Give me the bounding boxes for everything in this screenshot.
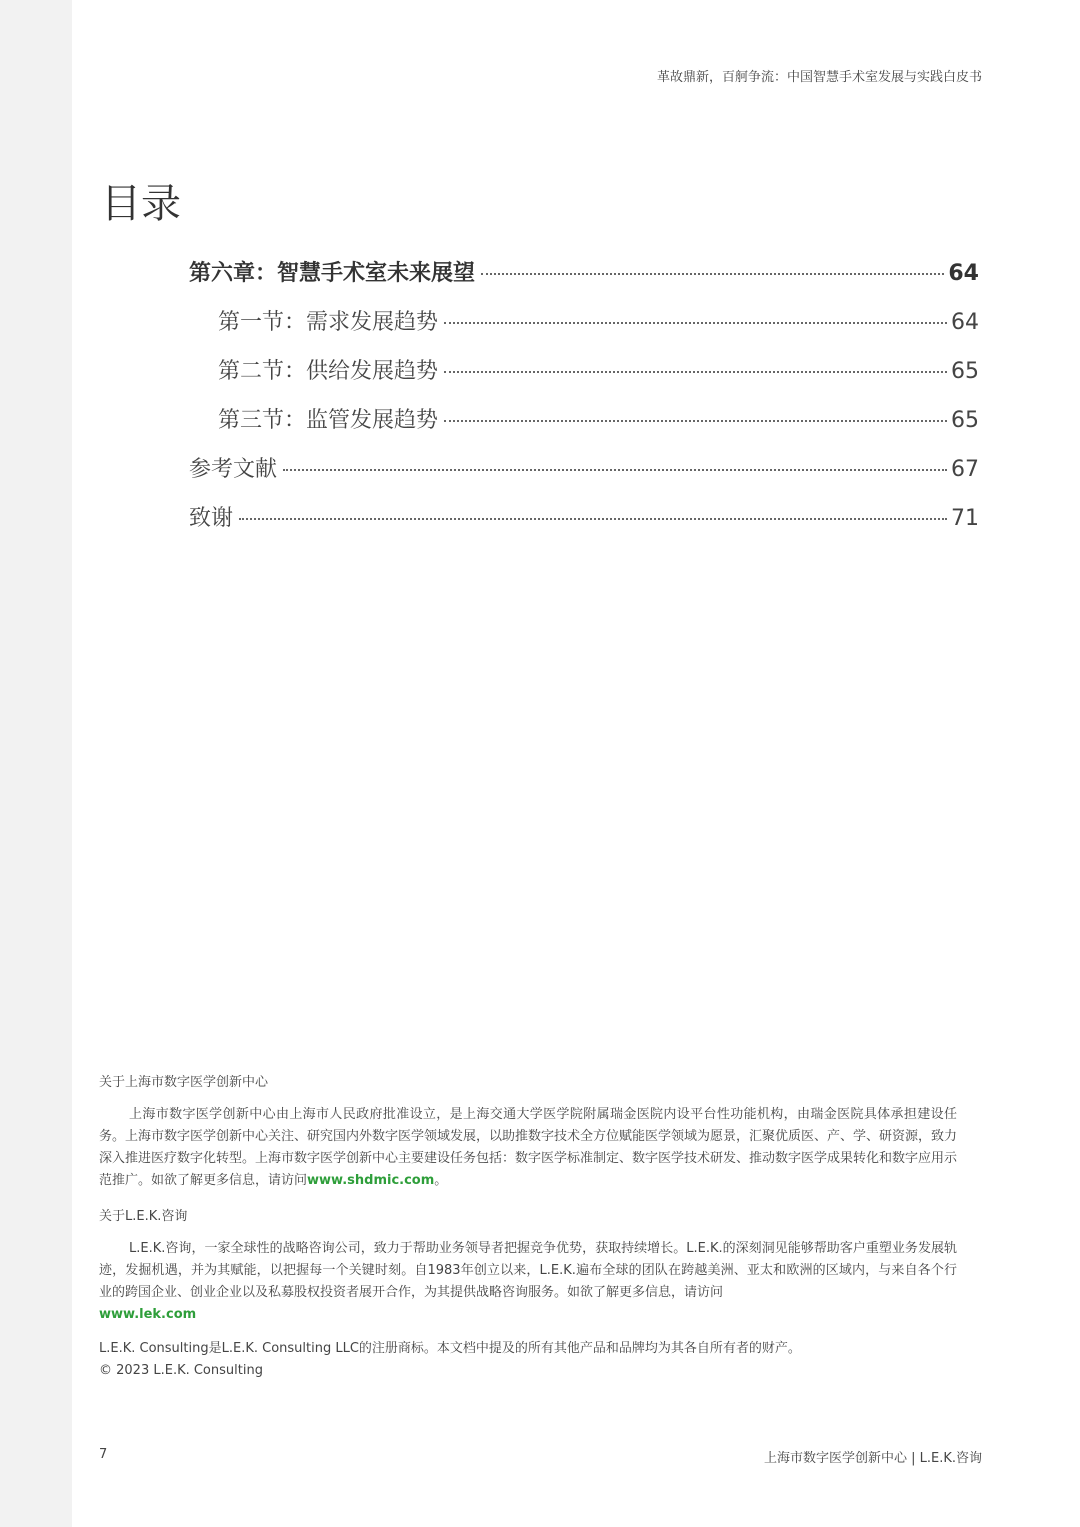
toc-entry-page: 65	[951, 359, 979, 384]
toc-dot-leader	[444, 371, 947, 373]
toc-entry-label: 第一节：需求发展趋势	[218, 310, 439, 335]
toc-entry-label: 参考文献	[189, 457, 278, 482]
about-shdmic-section	[99, 1072, 957, 1192]
about-lek-text: L.E.K.咨询，一家全球性的战略咨询公司，致力于帮助业务领导者把握竞争优势，获取持续增长。L.E.K.的深刻洞见能够帮助客户重塑业务发展轨迹，发掘机遇，并为其赋能，以把握每一个关键时刻。自1983年创立以来，L.E.K.遍布全球的团队在跨越美洲、亚太和欧洲的区域内，与来自各个行业的跨国企业、创业企业以及私募股权投资者展开合作，为其提供战略咨询服务。如欲了解更多信息，请访问	[99, 1241, 957, 1300]
toc-entry-label: 致谢	[189, 506, 234, 531]
toc-dot-leader	[239, 518, 947, 520]
toc-entry-page: 64	[948, 261, 979, 286]
about-lek-body	[99, 1238, 957, 1326]
table-of-contents	[189, 256, 979, 550]
toc-entry-section-3[interactable]	[189, 403, 979, 452]
page-number: 7	[99, 1447, 108, 1462]
about-shdmic-heading: 关于上海市数字医学创新中心	[99, 1075, 269, 1090]
toc-entry-acknowledgements[interactable]	[189, 501, 979, 550]
toc-entry-label: 第六章：智慧手术室未来展望	[189, 261, 476, 286]
toc-title: 目录	[101, 181, 181, 227]
toc-entry-label: 第二节：供给发展趋势	[218, 359, 439, 384]
toc-entry-page: 64	[951, 310, 979, 335]
toc-dot-leader	[444, 420, 947, 422]
toc-dot-leader	[444, 322, 947, 324]
toc-entry-references[interactable]	[189, 452, 979, 501]
about-lek-heading: 关于L.E.K.咨询	[99, 1209, 188, 1224]
toc-dot-leader	[283, 469, 947, 471]
toc-entry-page: 71	[951, 506, 979, 531]
copyright-line: © 2023 L.E.K. Consulting	[99, 1363, 263, 1378]
left-margin-bar	[0, 0, 72, 1527]
toc-entry-section-2[interactable]	[189, 354, 979, 403]
about-shdmic-text: 上海市数字医学创新中心由上海市人民政府批准设立，是上海交通大学医学院附属瑞金医院内设平台性功能机构，由瑞金医院具体承担建设任务。上海市数字医学创新中心关注、研究国内外数字医学领域发展，以助推数字技术全方位赋能医学领域为愿景，汇聚优质医、产、学、研资源，致力深入推进医疗数字化转型。上海市数字医学创新中心主要建设任务包括：数字医学标准制定、数字医学技术研发、推动数字医学成果转化和数字应用示范推广。如欲了解更多信息，请访问	[99, 1107, 958, 1188]
trademark-line: L.E.K. Consulting是L.E.K. Consulting LLC的注册商标。本文档中提及的所有其他产品和品牌均为其各自所有者的财产。	[99, 1341, 801, 1356]
toc-dot-leader	[481, 273, 944, 275]
lek-website-link[interactable]: www.lek.com	[99, 1307, 197, 1322]
toc-entry-section-1[interactable]	[189, 305, 979, 354]
toc-entry-page: 67	[951, 457, 979, 482]
about-lek-section	[99, 1206, 957, 1326]
about-shdmic-end: 。	[434, 1173, 448, 1188]
footer-organizations: 上海市数字医学创新中心 | L.E.K.咨询	[763, 1451, 982, 1466]
about-shdmic-body	[99, 1104, 957, 1192]
toc-entry-page: 65	[951, 408, 979, 433]
shdmic-website-link[interactable]: www.shdmic.com	[307, 1173, 435, 1188]
running-header: 革故鼎新，百舸争流：中国智慧手术室发展与实践白皮书	[656, 70, 982, 85]
trademark-notice	[99, 1338, 957, 1382]
toc-entry-label: 第三节：监管发展趋势	[218, 408, 439, 433]
toc-entry-chapter-6[interactable]	[189, 256, 979, 305]
